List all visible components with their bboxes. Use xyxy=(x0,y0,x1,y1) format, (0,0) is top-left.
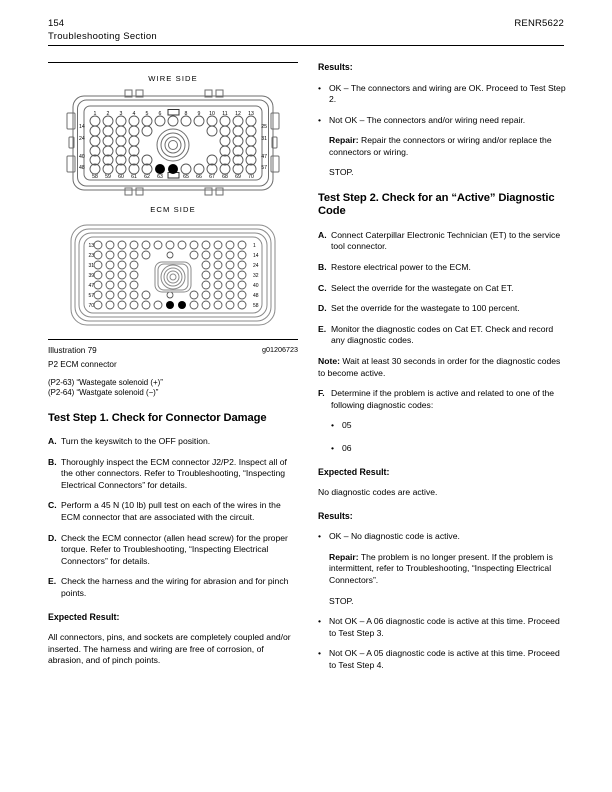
diagnostic-code: 05 xyxy=(342,420,352,431)
caption-divider xyxy=(48,339,298,340)
item-text: Check the ECM connector (allen head screw) for the proper torque. Refer to Troubleshooting, “Inspecting Electrical Connectors” for details. xyxy=(61,532,288,566)
expected-result-heading: Expected Result: xyxy=(48,611,120,622)
svg-text:2: 2 xyxy=(106,111,110,118)
svg-text:6: 6 xyxy=(158,111,162,118)
list-item xyxy=(318,115,568,127)
highlighted-pin-group xyxy=(155,164,178,174)
ecm-side-label: ECM SIDE xyxy=(150,205,196,215)
illustration-title: P2 ECM connector xyxy=(48,359,117,369)
svg-text:70: 70 xyxy=(88,302,94,309)
item-letter: E. xyxy=(318,323,327,334)
svg-text:24: 24 xyxy=(253,262,259,269)
svg-text:24: 24 xyxy=(79,136,85,143)
repair-note-1 xyxy=(318,135,568,158)
list-item xyxy=(318,83,568,106)
section-title: Troubleshooting Section xyxy=(48,31,158,42)
list-item xyxy=(48,500,298,523)
highlighted-pin-group xyxy=(166,301,186,309)
graphic-id: g01206723 xyxy=(262,344,298,354)
list-item xyxy=(48,436,298,448)
list-item xyxy=(318,648,568,671)
svg-text:66: 66 xyxy=(196,174,202,181)
ecm-side-diagram xyxy=(48,220,298,330)
svg-text:61: 61 xyxy=(131,174,137,181)
illustration-top-divider xyxy=(48,62,298,63)
illustration-note-2: (P2-64) “Wastgate solenoid (−)” xyxy=(48,388,159,398)
svg-text:48: 48 xyxy=(253,292,259,299)
illustration-figure xyxy=(48,73,298,399)
item-letter: F. xyxy=(318,388,325,399)
result-ok-1: OK – The connectors and wiring are OK. Proceed to Test Step 2. xyxy=(329,82,566,105)
list-item xyxy=(318,324,568,347)
repair-label: Repair: xyxy=(329,551,359,562)
list-item xyxy=(318,388,568,411)
illustration-number: Illustration 79 xyxy=(48,345,97,355)
left-column xyxy=(48,62,298,676)
item-text: Set the override for the wastegate to 100 percent. xyxy=(331,303,520,314)
list-item xyxy=(48,533,298,568)
list-item xyxy=(318,616,568,639)
stop-note-2: STOP. xyxy=(329,595,354,606)
list-item xyxy=(318,443,568,455)
diagnostic-code: 06 xyxy=(342,443,352,453)
expected-result-text: No diagnostic codes are active. xyxy=(318,487,438,498)
svg-text:11: 11 xyxy=(222,111,228,118)
item-letter: C. xyxy=(48,500,57,511)
svg-text:9: 9 xyxy=(197,111,201,118)
svg-text:31: 31 xyxy=(88,262,94,269)
illustration-note-1: (P2-63) “Wastegate solenoid (+)” xyxy=(48,377,163,387)
expected-result-heading: Expected Result: xyxy=(318,466,390,477)
svg-text:1: 1 xyxy=(253,242,256,249)
list-item xyxy=(318,303,568,315)
bullet-icon xyxy=(331,443,342,455)
list-item xyxy=(318,420,568,432)
list-item xyxy=(48,576,298,599)
repair-label: Repair: xyxy=(329,135,359,146)
repair-note-2 xyxy=(318,552,568,587)
svg-text:10: 10 xyxy=(209,111,215,118)
svg-text:14: 14 xyxy=(253,252,259,259)
page-number: 154 xyxy=(48,18,65,29)
svg-text:58: 58 xyxy=(253,302,259,309)
wire-side-diagram xyxy=(48,88,298,196)
item-text: Turn the keyswitch to the OFF position. xyxy=(61,436,211,447)
note-paragraph xyxy=(318,356,568,379)
item-letter: B. xyxy=(48,456,57,467)
svg-text:13: 13 xyxy=(248,111,254,118)
item-text: Determine if the problem is active and related to one of the following diagnostic codes: xyxy=(331,388,555,410)
svg-text:65: 65 xyxy=(183,174,189,181)
test-step-1-title: Test Step 1. Check for Connector Damage xyxy=(48,411,267,424)
result-ok-2: OK – No diagnostic code is active. xyxy=(329,531,460,542)
item-letter: C. xyxy=(318,282,327,293)
bullet-icon xyxy=(331,420,342,432)
repair-text: Repair the connectors or wiring and/or replace the connectors or wiring. xyxy=(329,135,552,157)
svg-text:8: 8 xyxy=(184,111,188,118)
svg-text:62: 62 xyxy=(144,174,150,181)
item-text: Perform a 45 N (10 lb) pull test on each of the wires in the ECM connector that are associated with the circuit. xyxy=(61,500,281,522)
svg-text:58: 58 xyxy=(92,174,98,181)
item-text: Thoroughly inspect the ECM connector J2/P2. Inspect all of the other connectors. Refer to Troubleshooting, “Inspecting Electrical Connectors” for details. xyxy=(61,456,287,490)
bullet-icon xyxy=(318,616,329,639)
svg-text:32: 32 xyxy=(253,272,259,279)
svg-text:31: 31 xyxy=(261,136,267,143)
item-text: Restore electrical power to the ECM. xyxy=(331,262,471,273)
svg-text:57: 57 xyxy=(88,292,94,299)
svg-text:5: 5 xyxy=(145,111,149,118)
svg-text:47: 47 xyxy=(88,282,94,289)
svg-text:60: 60 xyxy=(118,174,124,181)
svg-text:68: 68 xyxy=(222,174,228,181)
list-item xyxy=(318,230,568,253)
note-text: Wait at least 30 seconds in order for the diagnostic codes to become active. xyxy=(318,356,561,378)
svg-text:39: 39 xyxy=(88,272,94,279)
item-letter: D. xyxy=(318,303,327,314)
svg-text:59: 59 xyxy=(105,174,111,181)
bullet-icon xyxy=(318,115,329,127)
svg-text:25: 25 xyxy=(261,124,267,131)
svg-text:3: 3 xyxy=(119,111,123,118)
svg-text:63: 63 xyxy=(157,174,163,181)
ecm-side-connector-svg xyxy=(63,220,283,330)
right-column xyxy=(318,62,568,681)
bullet-icon xyxy=(318,648,329,671)
svg-text:1: 1 xyxy=(93,111,97,118)
item-letter: B. xyxy=(318,262,327,273)
svg-text:70: 70 xyxy=(248,174,254,181)
list-item xyxy=(318,262,568,274)
caption-row xyxy=(48,345,298,356)
results-heading-2: Results: xyxy=(318,510,353,521)
item-letter: D. xyxy=(48,532,57,543)
svg-text:57: 57 xyxy=(261,165,267,172)
result-notok-3: Not OK – A 05 diagnostic code is active at this time. Proceed to Test Step 4. xyxy=(329,648,560,670)
note-label: Note: xyxy=(318,356,340,367)
result-notok-1: Not OK – The connectors and/or wiring need repair. xyxy=(329,114,526,125)
item-text: Monitor the diagnostic codes on Cat ET. Check and record any diagnostic codes. xyxy=(331,323,554,346)
svg-text:23: 23 xyxy=(88,252,94,259)
wire-side-label: WIRE SIDE xyxy=(148,74,198,83)
item-letter: A. xyxy=(48,436,57,447)
stop-note-1: STOP. xyxy=(329,167,354,178)
svg-text:67: 67 xyxy=(209,174,215,181)
wire-side-connector-svg xyxy=(63,88,283,196)
svg-text:12: 12 xyxy=(235,111,241,118)
header-top-row xyxy=(48,18,564,30)
list-item xyxy=(318,283,568,295)
bullet-icon xyxy=(318,83,329,106)
expected-result-text: All connectors, pins, and sockets are completely coupled and/or inserted. The harness and wiring are free of corrosion, of abrasion, and of pinch points. xyxy=(48,632,291,666)
page-header xyxy=(48,18,564,46)
svg-text:48: 48 xyxy=(79,165,85,172)
svg-text:40: 40 xyxy=(253,282,259,289)
svg-text:4: 4 xyxy=(132,111,136,118)
svg-text:40: 40 xyxy=(79,154,85,161)
document-id: RENR5622 xyxy=(514,18,564,29)
item-letter: E. xyxy=(48,576,57,587)
svg-text:69: 69 xyxy=(235,174,241,181)
item-text: Connect Caterpillar Electronic Technician (ET) to the service tool connector. xyxy=(331,229,561,252)
header-divider xyxy=(48,45,564,46)
item-letter: A. xyxy=(318,229,327,240)
result-notok-2: Not OK – A 06 diagnostic code is active at this time. Proceed to Test Step 3. xyxy=(329,616,560,638)
repair-text: The problem is no longer present. If the problem is intermittent, refer to Troubleshooting, “Inspecting Electrical Connectors”. xyxy=(329,551,553,585)
list-item xyxy=(318,531,568,543)
svg-text:13: 13 xyxy=(88,242,94,249)
svg-text:47: 47 xyxy=(261,154,267,161)
svg-text:14: 14 xyxy=(79,124,85,131)
item-text: Select the override for the wastegate on Cat ET. xyxy=(331,282,514,293)
bullet-icon xyxy=(318,531,329,543)
item-text: Check the harness and the wiring for abrasion and for pinch points. xyxy=(61,576,289,598)
results-heading-1: Results: xyxy=(318,62,353,72)
test-step-2-title: Test Step 2. Check for an “Active” Diagnostic Code xyxy=(318,192,555,218)
list-item xyxy=(48,457,298,492)
